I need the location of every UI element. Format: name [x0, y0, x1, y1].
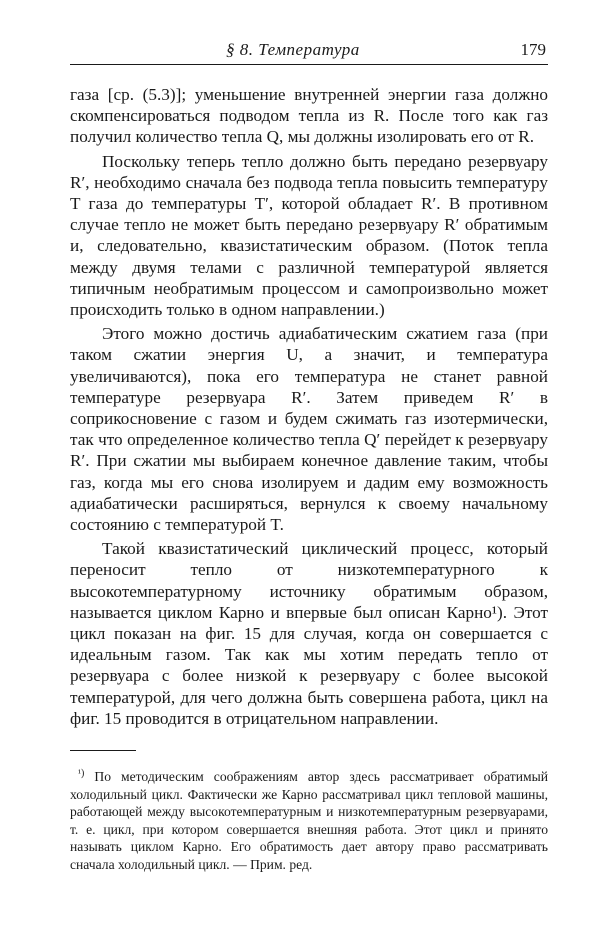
paragraph-1: газа [ср. (5.3)]; уменьшение внутренней энергии газа должно скомпенсироваться подводом тепла из R. После того как газ получил количество тепла Q, мы должны изолировать его от R.	[70, 85, 548, 147]
footnote-marker: ¹)	[78, 768, 85, 779]
paragraph-4: Такой квазистатический циклический процесс, который переносит тепло от низкотемпературного к высокотемпературному источнику обратимым образом, называется циклом Карно и впервые был описан Карно¹). Этот цикл показан на фиг. 15 для случая, когда он совершается с идеальным газом. Так как мы хотим передать тепло от резервуара с более низкой к резервуару с более высокой температурой, для чего должна быть совершена работа, цикл на фиг. 15 проводится в отрицательном направлении.	[70, 539, 548, 728]
running-title: § 8. Температура	[226, 40, 360, 59]
paragraph-2: Поскольку теперь тепло должно быть передано резервуару R′, необходимо сначала без подвода тепла повысить температуру T газа до температуры T′, которой обладает R′. В противном случае тепло не может быть передано резервуару R′ обратимым и, следовательно, квазистатическим образом. (Поток тепла между двумя телами с различной температурой является типичным необратимым процессом и самопроизвольно может происходить только в одном направлении.)	[70, 151, 548, 320]
main-text	[70, 84, 548, 729]
page-header	[70, 38, 548, 65]
page-number: 179	[520, 40, 546, 59]
footnote-text: По методическим соображениям автор здесь рассматривает обратимый холодильный цикл. Фактически же Карно рассматривал цикл тепловой машины, работающей между высокотемпературным и низкотемпературным резервуарами, т. е. цикл, при котором совершается внешняя работа. Этот цикл и принято называть циклом Карно. Его обратимость дает автору право рассматривать сначала холодильный цикл. — Прим. ред.	[70, 769, 548, 872]
paragraph-3: Этого можно достичь адиабатическим сжатием газа (при таком сжатии энергия U, а значит, и температура увеличиваются), пока его температура не станет равной температуре резервуара R′. Затем приведем R′ в соприкосновение с газом и будем сжимать газ изотермически, так что определенное количество тепла Q′ перейдет к резервуару R′. При сжатии мы выбираем конечное давление таким, чтобы газ, когда мы его снова изолируем и дадим ему возможность адиабатически расширяться, вернулся к своему начальному состоянию с температурой T.	[70, 324, 548, 535]
footnote	[70, 765, 548, 874]
footnote-divider	[70, 750, 136, 751]
